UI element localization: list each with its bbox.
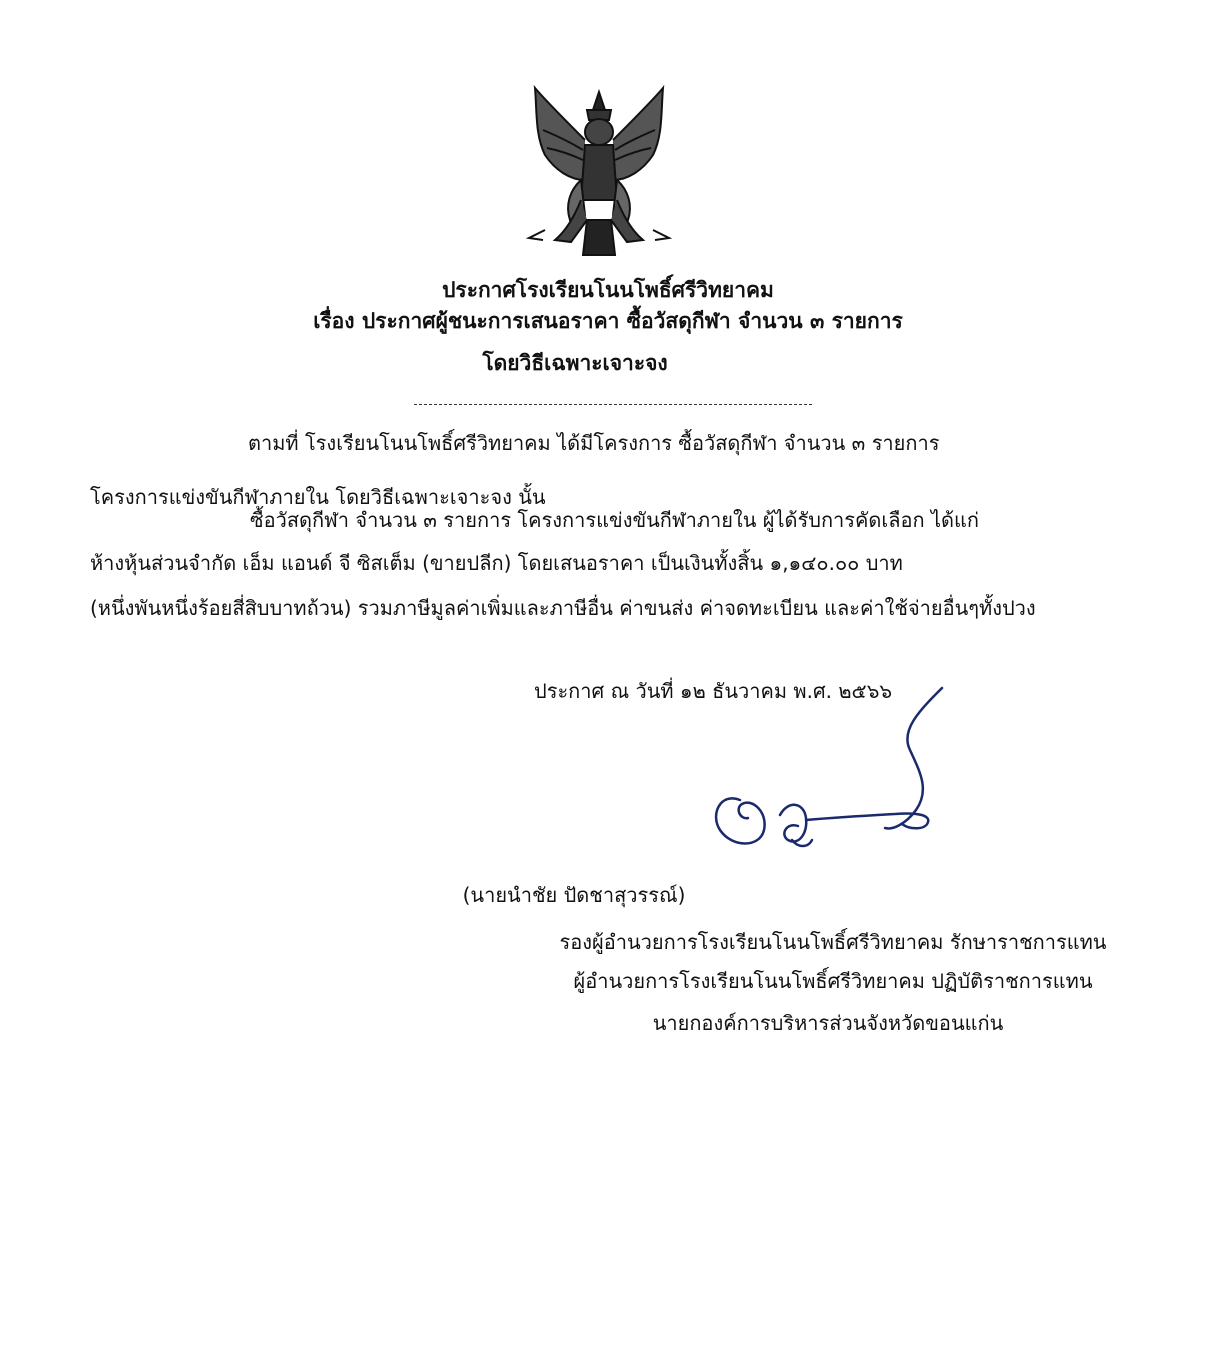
body-paragraph-line-5: (หนึ่งพันหนึ่งร้อยสี่สิบบาทถ้วน) รวมภาษีมูลค่าเพิ่มและภาษีอื่น ค่าขนส่ง ค่าจดทะเบียน และค่าใช้จ่ายอื่นๆทั้งปวง	[90, 596, 1036, 620]
handwritten-signature-icon	[680, 680, 960, 860]
body-paragraph-line-3: ซื้อวัสดุกีฬา จำนวน ๓ รายการ โครงการแข่งขันกีฬาภายใน ผู้ได้รับการคัดเลือก ได้แก่	[250, 508, 980, 532]
announcement-date: ประกาศ ณ วันที่ ๑๒ ธันวาคม พ.ศ. ๒๕๖๖	[534, 679, 893, 703]
body-paragraph-line-2: โครงการแข่งขันกีฬาภายใน โดยวิธีเฉพาะเจาะจง นั้น	[90, 485, 546, 509]
signatory-position-2: ผู้อำนวยการโรงเรียนโนนโพธิ์ศรีวิทยาคม ปฏิบัติราชการแทน	[573, 969, 1093, 993]
garuda-emblem-icon	[515, 80, 683, 266]
signatory-position-1: รองผู้อำนวยการโรงเรียนโนนโพธิ์ศรีวิทยาคม รักษาราชการแทน	[559, 930, 1107, 954]
signatory-position-3: นายกองค์การบริหารส่วนจังหวัดขอนแก่น	[652, 1011, 1004, 1035]
body-paragraph-line-4: ห้างหุ้นส่วนจำกัด เอ็ม แอนด์ จี ซิสเต็ม (ขายปลีก) โดยเสนอราคา เป็นเงินทั้งสิ้น ๑,๑๔๐.๐๐ บาท	[90, 551, 903, 575]
body-paragraph-line-1: ตามที่ โรงเรียนโนนโพธิ์ศรีวิทยาคม ได้มีโครงการ ซื้อวัสดุกีฬา จำนวน ๓ รายการ	[248, 431, 940, 455]
document-subject: เรื่อง ประกาศผู้ชนะการเสนอราคา ซื้อวัสดุกีฬา จำนวน ๓ รายการ	[313, 309, 903, 333]
divider	[414, 404, 812, 405]
document-title: ประกาศโรงเรียนโนนโพธิ์ศรีวิทยาคม	[442, 278, 774, 302]
signatory-name: (นายนำชัย ปัดชาสุวรรณ์)	[462, 883, 686, 907]
procurement-method: โดยวิธีเฉพาะเจาะจง	[482, 351, 668, 375]
